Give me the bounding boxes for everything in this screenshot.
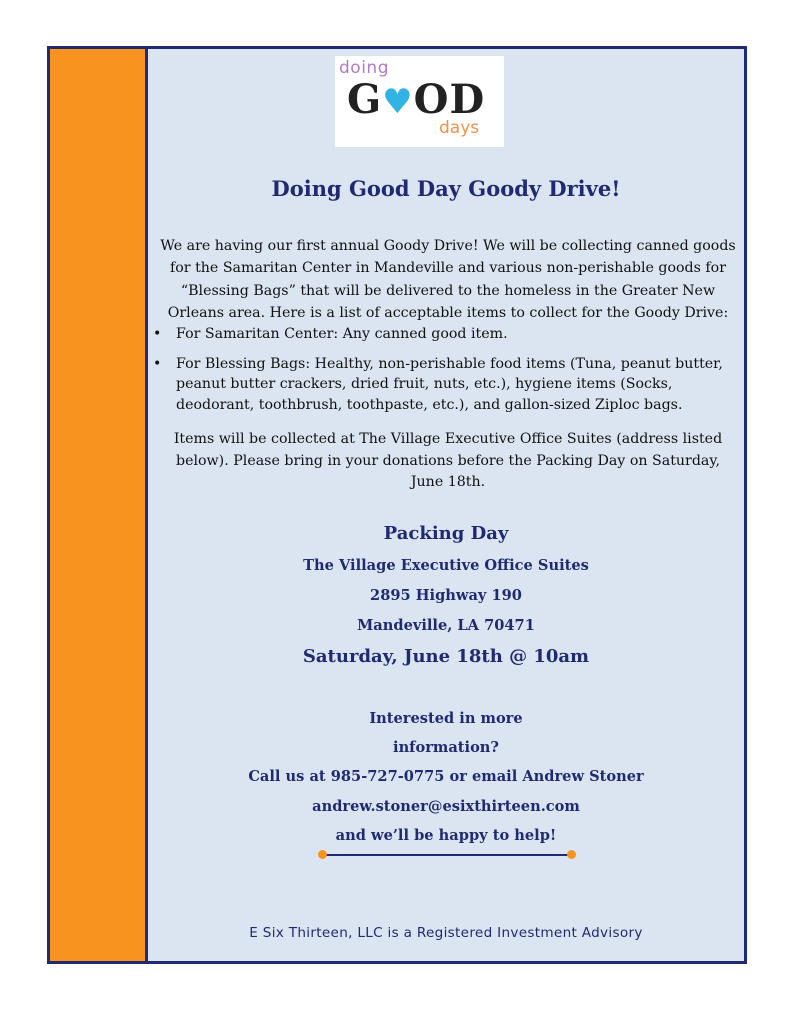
packing-city: Mandeville, LA 70471	[357, 617, 535, 634]
logo-good-text: G♥OD	[347, 76, 486, 123]
list-item-text: For Blessing Bags: Healthy, non-perishable food items (Tuna, peanut butter, peanut butter crackers, dried fruit, nuts, etc.), hygiene items (Socks, deodorant, toothbrush, toothpaste, etc.), and gallon-sized Ziploc bags.	[176, 355, 723, 413]
intro-paragraph: We are having our first annual Goody Drive! We will be collecting canned goods for the Samaritan Center in Mandeville and various non-perishable goods for “Blessing Bags” that will be delivered to the homeless in the Greater New Orleans area. Here is a list of acceptable items to collect for the Goody Drive:	[160, 238, 736, 322]
bullet-icon: •	[153, 326, 162, 342]
flyer-frame	[47, 46, 747, 964]
logo-days-text: days	[439, 118, 480, 138]
collection-note: Items will be collected at The Village Executive Office Suites (address listed below). Please bring in your donations before the Packing Day on Saturday, June 18th.	[173, 431, 723, 490]
decorative-divider	[321, 854, 573, 856]
footer-disclaimer: E Six Thirteen, LLC is a Registered Investment Advisory	[249, 925, 643, 941]
packing-venue: The Village Executive Office Suites	[303, 557, 589, 574]
contact-line-1: Interested in more	[369, 710, 523, 727]
packing-day-heading: Packing Day	[383, 523, 509, 544]
divider-dot-icon	[567, 850, 576, 859]
list-item	[148, 354, 744, 416]
bullet-icon: •	[153, 355, 162, 372]
packing-date-time: Saturday, June 18th @ 10am	[302, 646, 590, 667]
packing-street: 2895 Highway 190	[370, 587, 522, 604]
list-item	[148, 324, 744, 345]
logo-doing-text: doing	[339, 58, 389, 78]
divider-dot-icon	[318, 850, 327, 859]
contact-closing: and we’ll be happy to help!	[335, 827, 557, 844]
list-item-text: For Samaritan Center: Any canned good item.	[176, 326, 508, 342]
doing-good-days-logo	[335, 56, 504, 147]
acceptable-items-list	[148, 324, 744, 424]
orange-side-stripe	[50, 49, 148, 961]
contact-email: andrew.stoner@esixthirteen.com	[312, 798, 580, 815]
flyer-content	[148, 49, 744, 961]
contact-line-2: information?	[393, 739, 499, 756]
heart-icon: ♥	[382, 82, 414, 122]
contact-phone-line: Call us at 985-727-0775 or email Andrew Stoner	[248, 768, 644, 785]
flyer-title: Doing Good Day Goody Drive!	[271, 176, 621, 201]
